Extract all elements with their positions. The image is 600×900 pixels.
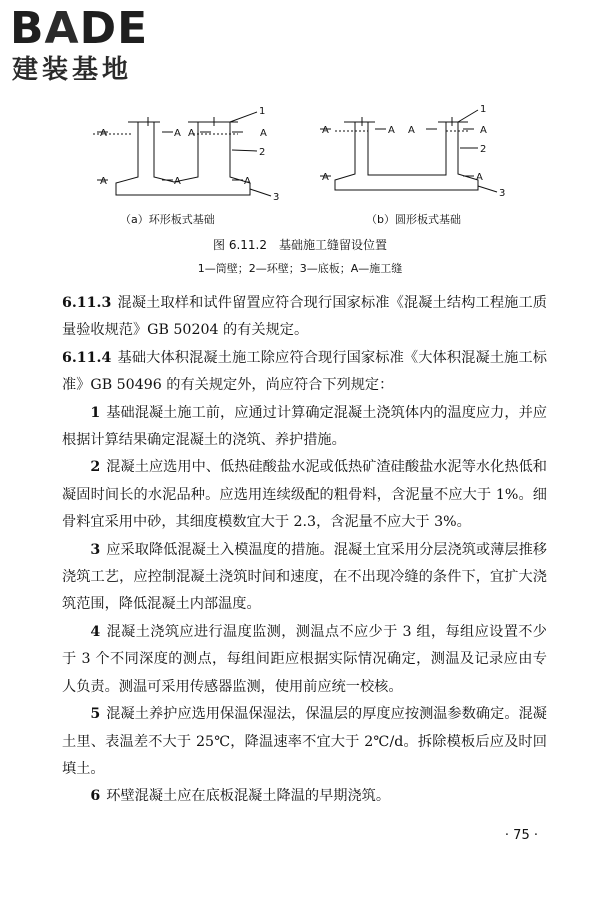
clause-text: 基础大体积混凝土施工除应符合现行国家标准《大体积混凝土施工标准》GB 50496 的有关规定外，尚应符合下列规定： (62, 349, 547, 394)
item-number: 4 (90, 623, 101, 640)
label-a-11: A (480, 125, 487, 136)
list-item (62, 619, 547, 701)
label-a-6: A (174, 176, 181, 187)
label-a-12: A (322, 172, 329, 183)
clause-6-11-3 (62, 290, 547, 345)
label-a-3: A (188, 128, 195, 139)
figure-title: 图 6.11.2 基础施工缝留设位置 (213, 238, 387, 252)
label-a-7: A (244, 176, 251, 187)
subfigure-a-caption: （a）环形板式基础 (120, 213, 215, 226)
label-2-left: 2 (259, 147, 266, 158)
label-1-left: 1 (259, 106, 266, 117)
list-item (62, 454, 547, 536)
diagram-labels (100, 104, 505, 203)
item-number: 2 (90, 459, 101, 476)
label-a-4: A (260, 128, 267, 139)
figure-legend: 1—筒壁；2—环壁；3—底板；A—施工缝 (197, 262, 403, 275)
clause-number: 6.11.3 (62, 295, 112, 311)
item-text: 混凝土应选用中、低热硅酸盐水泥或低热矿渣硅酸盐水泥等水化热低和凝固时间长的水泥品种。应选用连续级配的粗骨料，含泥量不应大于 1%。细骨料宜采用中砂，其细度模数宜大于 2.3，含泥量不应大于 3%。 (62, 459, 547, 531)
logo (10, 3, 185, 86)
list-item (62, 783, 547, 810)
figure-6-11-2 (0, 100, 600, 285)
item-number: 1 (90, 404, 101, 421)
clause-number: 6.11.4 (62, 349, 112, 366)
item-text: 应采取降低混凝土入模温度的措施。混凝土宜采用分层浇筑或薄层推移浇筑工艺，应控制混凝土浇筑时间和速度，在不出现冷缝的条件下，宜扩大浇筑范围，降低混凝土内部温度。 (62, 541, 547, 613)
subfigure-b-caption: （b）圆形板式基础 (366, 213, 461, 226)
logo-wordmark (10, 3, 149, 54)
clause-6-11-4 (62, 345, 547, 400)
list-item (62, 400, 547, 455)
label-a-13: A (476, 172, 483, 183)
page-number: · 75 · (504, 828, 538, 843)
clause-text: 混凝土取样和试件留置应符合现行国家标准《混凝土结构工程施工质量验收规范》GB 50204 的有关规定。 (62, 295, 547, 339)
circular-foundation-drawing (320, 110, 497, 192)
label-3-left: 3 (273, 192, 280, 203)
logo-letters-b: B (10, 3, 45, 54)
label-3-right: 3 (499, 188, 506, 199)
item-text: 混凝土养护应选用保温保湿法，保温层的厚度应按测温参数确定。混凝土里、表温差不大于 25℃，降温速率不宜大于 2℃/d。拆除模板后应及时回填土。 (62, 706, 547, 777)
logo-subtitle: 建装基地 (12, 55, 133, 85)
label-a-2: A (174, 128, 181, 139)
list-item (62, 537, 547, 619)
item-text: 混凝土浇筑应进行温度监测，测温点不应少于 3 组，每组应设置不少于 3 个不同深度的测点，每组间距应根据实际情况确定，测温及记录应由专人负责。测温可采用传感器监测，使用前应统一校核。 (62, 623, 547, 695)
label-a-8: A (322, 125, 329, 136)
label-2-right: 2 (480, 144, 487, 155)
label-1-right: 1 (480, 104, 487, 115)
label-a-10: A (408, 125, 415, 136)
item-number: 6 (90, 788, 101, 805)
logo-letter-a: A (44, 3, 80, 54)
list-item (62, 701, 547, 783)
item-text: 基础混凝土施工前，应通过计算确定混凝土浇筑体内的温度应力，并应根据计算结果确定混凝土的浇筑、养护措施。 (62, 404, 547, 449)
label-a-5: A (100, 176, 107, 187)
foundation-diagram (0, 100, 600, 210)
label-a-1: A (100, 128, 107, 139)
body-text (62, 290, 547, 811)
item-text: 环壁混凝土应在底板混凝土降温的早期浇筑。 (106, 788, 391, 805)
item-number: 5 (90, 706, 101, 723)
item-number: 3 (90, 541, 101, 558)
logo-letters-de: DE (79, 3, 149, 54)
label-a-9: A (388, 125, 395, 136)
